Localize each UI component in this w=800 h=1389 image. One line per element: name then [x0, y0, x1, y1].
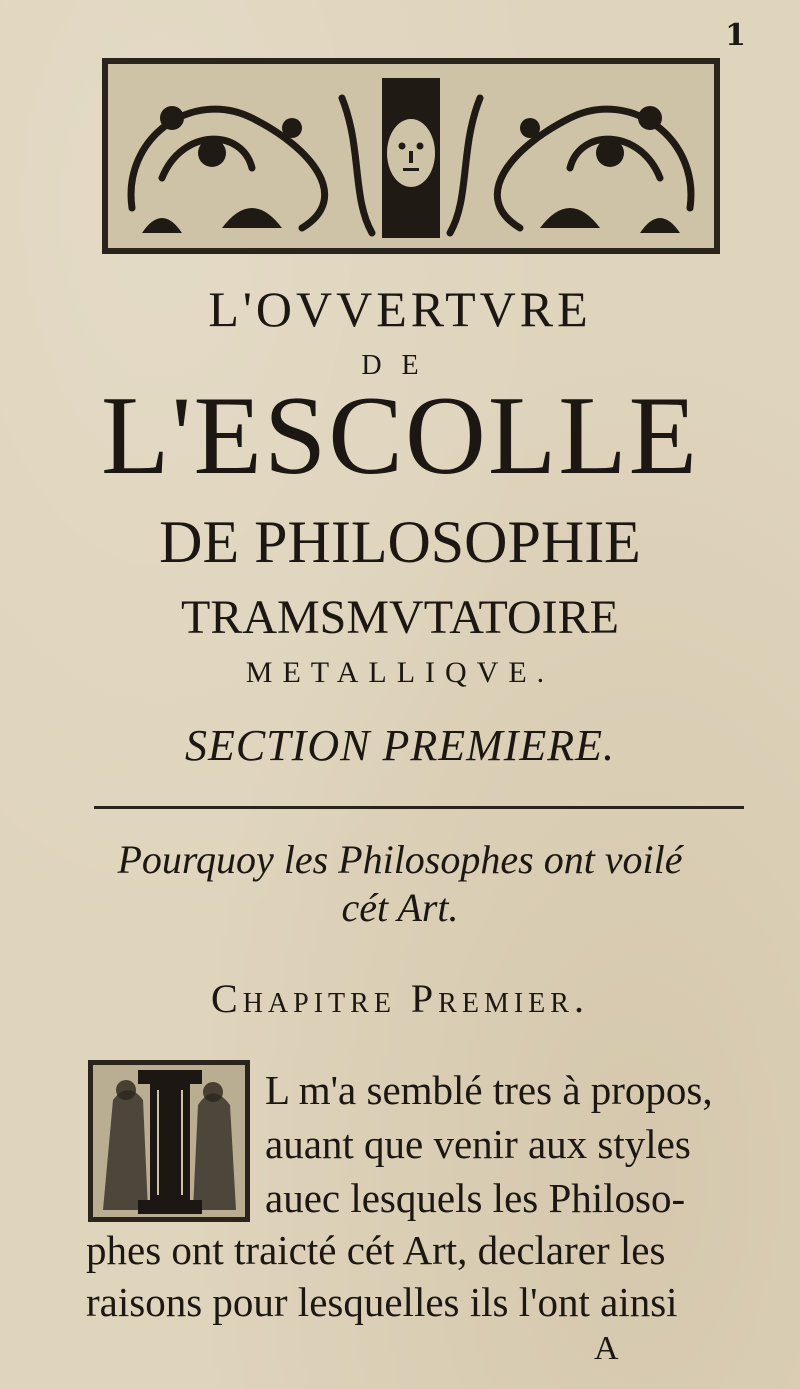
body-line-5: raisons pour lesquelles ils l'ont ainsi	[86, 1279, 678, 1325]
chapter-title	[0, 836, 800, 932]
title-line-4: DE PHILOSOPHIE	[159, 509, 641, 575]
title-line-1: L'OVVERTVRE	[208, 281, 592, 337]
horizontal-rule	[94, 806, 744, 809]
floral-headpiece-ornament-icon	[102, 58, 720, 254]
section-heading: SECTION PREMIERE.	[184, 721, 616, 770]
title-line-3: L'ESCOLLE	[100, 374, 700, 498]
body-line-3: auec lesquels les Philoso-	[265, 1175, 686, 1221]
body-line-1: L m'a semblé tres à propos,	[265, 1067, 713, 1113]
chapter-title-line-1: Pourquoy les Philosophes ont voilé	[117, 837, 683, 882]
title-line-2: DE	[361, 350, 439, 381]
title-line-5: TRAMSMVTATOIRE	[181, 591, 619, 644]
body-line-4: phes ont traicté cét Art, declarer les	[86, 1227, 666, 1273]
signature-mark: A	[594, 1330, 619, 1367]
page-number: 1	[725, 18, 746, 53]
body-line-2: auant que venir aux styles	[265, 1121, 691, 1167]
chapter-number: Chapitre Premier.	[211, 976, 589, 1021]
decorated-initial-i-icon	[88, 1060, 250, 1222]
chapter-title-line-2: cét Art.	[341, 885, 459, 930]
title-line-6: METALLIQVE.	[245, 656, 555, 689]
